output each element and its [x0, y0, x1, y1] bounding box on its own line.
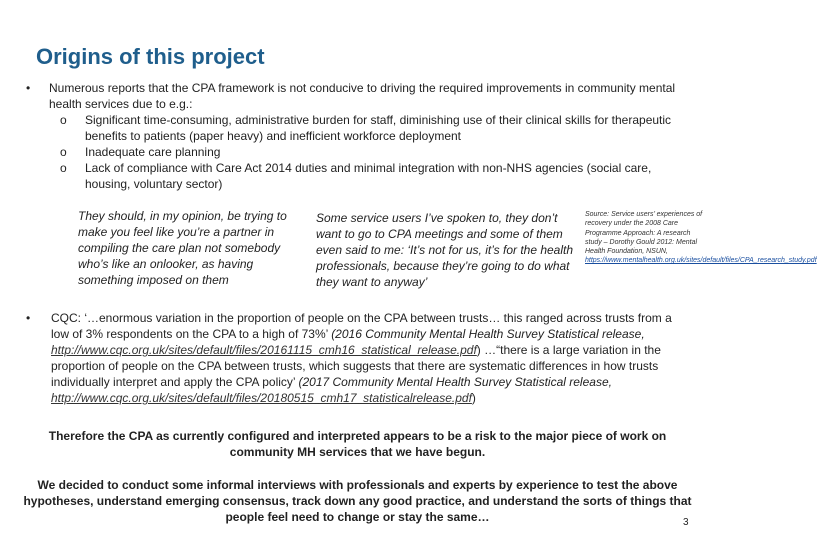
sub-bullet-text: Significant time-consuming, administrative burden for staff, diminishing use of their clinical skills for therapeutic benefits to patients (paper heavy) and inefficient workforce deployment — [85, 113, 672, 143]
sub-bullet-item — [49, 112, 686, 144]
bullet-text: Numerous reports that the CPA framework is not conducive to driving the required improvements in community mental health services due to e.g.: — [49, 81, 676, 111]
cqc-citation-2017: (2017 Community Mental Health Survey Statistical release, — [298, 375, 612, 389]
cqc-link-2017[interactable]: http://www.cqc.org.uk/sites/default/files/20180515_cmh17_statisticalrelease.pdf — [51, 391, 472, 405]
page-number: 3 — [683, 517, 689, 528]
sub-bullet-item — [49, 160, 686, 192]
bullet-marker: • — [26, 311, 31, 325]
cqc-close-paren: ) — [471, 391, 476, 405]
sub-bullet-marker: o — [60, 161, 67, 175]
quote-cpa-meetings: Some service users I’ve spoken to, they don’t want to go to CPA meetings and some of them even said to me: ‘It’s not for us, it’s for the health professionals, because they’re going to do what they want to anyway’ — [316, 211, 574, 289]
cqc-text-1: CQC: ‘…enormous variation in the proportion of people on the CPA between trusts… this ranged across trusts from a low of 3% respondents on the CPA to a high of 73%’ — [51, 311, 672, 341]
source-text: Source: Service users’ experiences of recovery under the 2008 Care Programme Approach: A research study – Dorothy Gould 2012: Mental Health Foundation, NSUN, — [585, 211, 703, 256]
bullet-list — [26, 80, 686, 192]
bullet-item-cqc — [26, 310, 692, 406]
sub-bullet-text: Lack of compliance with Care Act 2014 duties and minimal integration with non-NHS agencies (social care, housing, voluntary sector) — [85, 161, 652, 191]
cqc-link-2016[interactable]: http://www.cqc.org.uk/sites/default/files/20161115_cmh16_statistical_release.pdf — [51, 343, 477, 357]
slide-title: Origins of this project — [36, 44, 265, 69]
sub-bullet-list — [49, 112, 686, 192]
quote-partner: They should, in my opinion, be trying to make you feel like you’re a partner in compiling the care plan not somebody who’s like an onlooker, as having something imposed on them — [78, 209, 287, 287]
source-citation — [585, 210, 817, 266]
sub-bullet-item — [49, 144, 686, 160]
sub-bullet-marker: o — [60, 113, 67, 127]
source-link[interactable]: https://www.mentalhealth.org.uk/sites/default/files/CPA_research_study.pdf — [585, 257, 817, 265]
bullet-marker: • — [26, 81, 31, 95]
decision-text: We decided to conduct some informal interviews with professionals and experts by experience to test the above hypotheses, understand emerging consensus, track down any good practice, and understand the sorts of things that people feel need to change or stay the same… — [23, 478, 692, 524]
conclusion-text: Therefore the CPA as currently configured and interpreted appears to be a risk to the major piece of work on community MH services that we have begun. — [48, 429, 667, 459]
bullet-item-reports — [26, 80, 686, 192]
sub-bullet-text: Inadequate care planning — [85, 145, 221, 159]
sub-bullet-marker: o — [60, 145, 67, 159]
cqc-citation-2016: (2016 Community Mental Health Survey Statistical release, — [331, 327, 645, 341]
cqc-text-2: ) …“there is a large variation in the proportion of people on the CPA between trusts, which suggests that there are systematic differences in how trusts individually interpret and apply the CPA policy’ — [51, 343, 661, 389]
